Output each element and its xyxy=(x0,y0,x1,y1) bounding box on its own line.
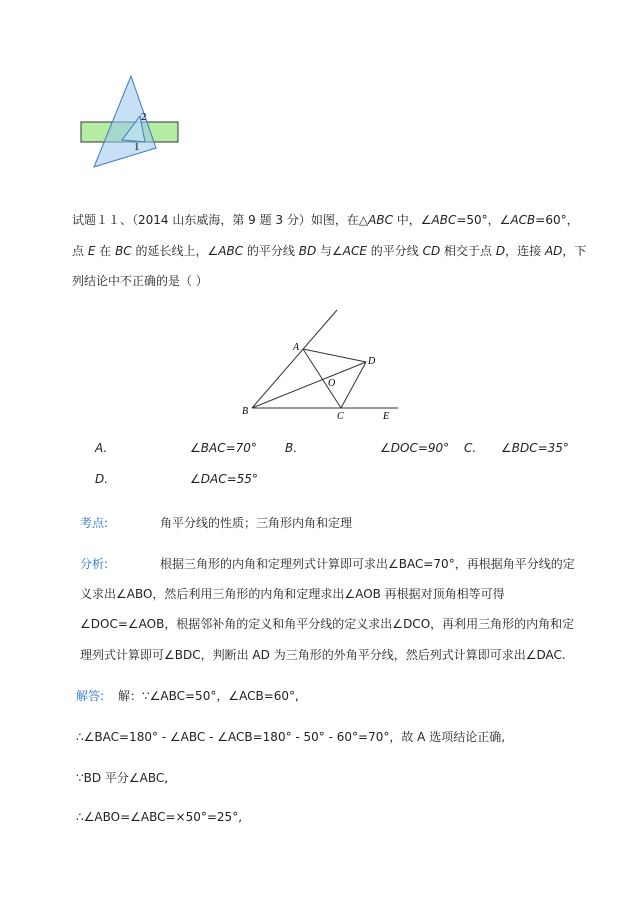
segment-A-C xyxy=(303,349,341,408)
option-a-letter: A. xyxy=(95,441,108,455)
fenxi-line-4: 理列式计算即可∠BDC，判断出 AD 为三角形的外角平分线，然后列式计算即可求出∠DAC. xyxy=(80,648,566,662)
option-d-text: ∠DAC=55° xyxy=(190,472,258,486)
point-label-A: A xyxy=(293,342,300,353)
point-label-B: B xyxy=(242,406,249,417)
jieda-line-1: 解：∵∠ABC=50°，∠ACB=60°, xyxy=(118,689,299,703)
angle-label-1: 1 xyxy=(134,141,140,153)
figure-triangles-ruler xyxy=(70,68,190,173)
question-line-3: 列结论中不正确的是（ ） xyxy=(72,274,208,288)
angle-label-2: 2 xyxy=(141,111,147,123)
jieda-label: 解答: xyxy=(76,689,105,703)
point-label-C: C xyxy=(337,411,344,422)
jieda-line-2: ∴∠BAC=180° - ∠ABC - ∠ACB=180° - 50° - 60°=70°，故 A 选项结论正确, xyxy=(76,730,506,744)
question-line-2: 点 E 在 BC 的延长线上，∠ABC 的平分线 BD 与∠ACE 的平分线 CD 相交于点 D，连接 AD，下 xyxy=(72,244,587,258)
option-a-text: ∠BAC=70° xyxy=(190,441,257,455)
fenxi-line-2: 义求出∠ABO，然后利用三角形的内角和定理求出∠AOB 再根据对顶角相等可得 xyxy=(80,587,505,601)
fenxi-line-3: ∠DOC=∠AOB，根据邻补角的定义和角平分线的定义求出∠DCO，再利用三角形的内角和定 xyxy=(80,617,575,631)
point-label-D: D xyxy=(368,356,376,367)
option-b-letter: B. xyxy=(285,441,298,455)
fenxi-label: 分析: xyxy=(80,557,109,571)
option-c-text: ∠BDC=35° xyxy=(501,441,569,455)
question-line-1: 试题１１、（2014 山东威海，第 9 题 3 分）如图，在△ABC 中，∠ABC=50°，∠ACB=60°， xyxy=(72,213,579,227)
option-d-letter: D. xyxy=(95,472,109,486)
segment-A-D xyxy=(303,349,366,362)
fenxi-line-1: 根据三角形的内角和定理列式计算即可求出∠BAC=70°，再根据角平分线的定 xyxy=(160,557,575,571)
jieda-line-3: ∵BD 平分∠ABC, xyxy=(76,771,169,785)
kaodian-text: 角平分线的性质；三角形内角和定理 xyxy=(160,516,353,530)
option-c-letter: C. xyxy=(464,441,477,455)
jieda-line-4: ∴∠ABO=∠ABC=×50°=25°, xyxy=(76,810,243,824)
figure-geometry xyxy=(236,306,406,424)
point-label-O: O xyxy=(328,378,336,389)
kaodian-label: 考点: xyxy=(80,516,109,530)
option-b-text: ∠DOC=90° xyxy=(380,441,450,455)
segment-B-D xyxy=(252,362,366,408)
point-label-E: E xyxy=(383,411,390,422)
segment-C-D xyxy=(341,362,366,408)
segment-B-ray xyxy=(252,310,337,408)
